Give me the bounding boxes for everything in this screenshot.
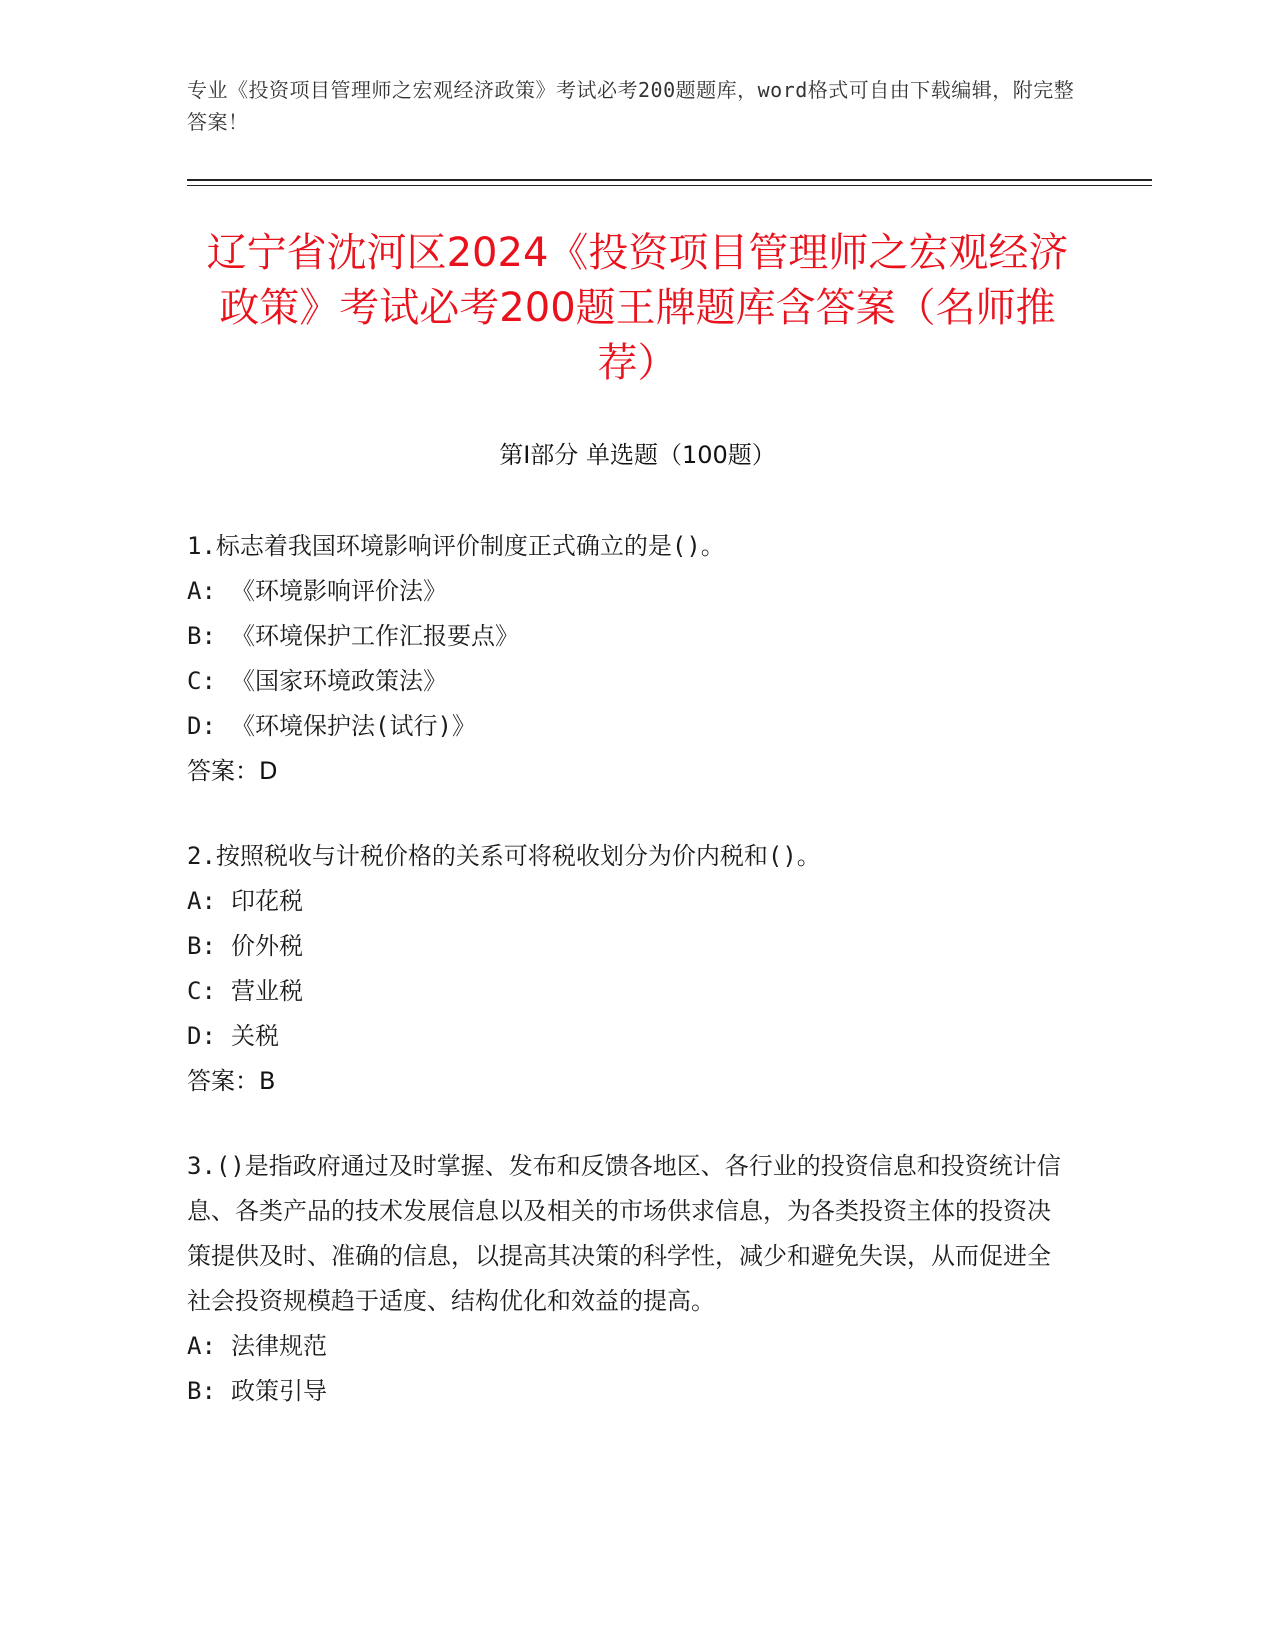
option-letter: B: xyxy=(187,1377,216,1405)
option-letter: B: xyxy=(187,932,216,960)
option-d xyxy=(187,1014,1067,1059)
option-text: 《环境保护工作汇报要点》 xyxy=(231,622,519,650)
section-heading: 第Ⅰ部分 单选题（100题） xyxy=(499,441,776,469)
document-title: 辽宁省沈河区2024《投资项目管理师之宏观经济政策》考试必考200题王牌题库含答案（名师推荐） xyxy=(206,230,1069,386)
option-text: 《环境影响评价法》 xyxy=(231,577,447,605)
option-text: 《国家环境政策法》 xyxy=(231,667,447,695)
option-text: 营业税 xyxy=(231,977,303,1005)
option-letter: A: xyxy=(187,887,216,915)
option-a xyxy=(187,569,1067,614)
option-text: 《环境保护法(试行)》 xyxy=(231,712,476,740)
option-b xyxy=(187,614,1067,659)
question-list xyxy=(187,524,1067,1454)
question-stem: 2.按照税收与计税价格的关系可将税收划分为价内税和()。 xyxy=(187,842,821,870)
option-c xyxy=(187,969,1067,1014)
option-text: 价外税 xyxy=(231,932,303,960)
option-letter: A: xyxy=(187,577,216,605)
option-text: 政策引导 xyxy=(231,1377,327,1405)
option-d xyxy=(187,704,1067,749)
answer-line: 答案：B xyxy=(187,1067,276,1095)
option-letter: D: xyxy=(187,712,216,740)
option-b xyxy=(187,924,1067,969)
option-letter: A: xyxy=(187,1332,216,1360)
option-c xyxy=(187,659,1067,704)
option-letter: C: xyxy=(187,977,216,1005)
option-letter: D: xyxy=(187,1022,216,1050)
option-letter: B: xyxy=(187,622,216,650)
header-divider-thick xyxy=(187,179,1152,181)
option-text: 印花税 xyxy=(231,887,303,915)
option-b xyxy=(187,1369,1067,1414)
option-letter: C: xyxy=(187,667,216,695)
question-2 xyxy=(187,834,1067,1104)
answer-line: 答案：D xyxy=(187,757,278,785)
question-3 xyxy=(187,1144,1067,1414)
option-a xyxy=(187,879,1067,924)
option-text: 关税 xyxy=(231,1022,279,1050)
question-1 xyxy=(187,524,1067,794)
question-stem: 3.()是指政府通过及时掌握、发布和反馈各地区、各行业的投资信息和投资统计信息、各类产品的技术发展信息以及相关的市场供求信息，为各类投资主体的投资决策提供及时、准确的信息，以提高其决策的科学性，减少和避免失误，从而促进全社会投资规模趋于适度、结构优化和效益的提高。 xyxy=(187,1152,1061,1315)
option-a xyxy=(187,1324,1067,1369)
question-stem: 1.标志着我国环境影响评价制度正式确立的是()。 xyxy=(187,532,725,560)
header-note: 专业《投资项目管理师之宏观经济政策》考试必考200题题库，word格式可自由下载编辑，附完整答案！ xyxy=(187,78,1075,134)
option-text: 法律规范 xyxy=(231,1332,327,1360)
header-divider-thin xyxy=(187,185,1152,186)
